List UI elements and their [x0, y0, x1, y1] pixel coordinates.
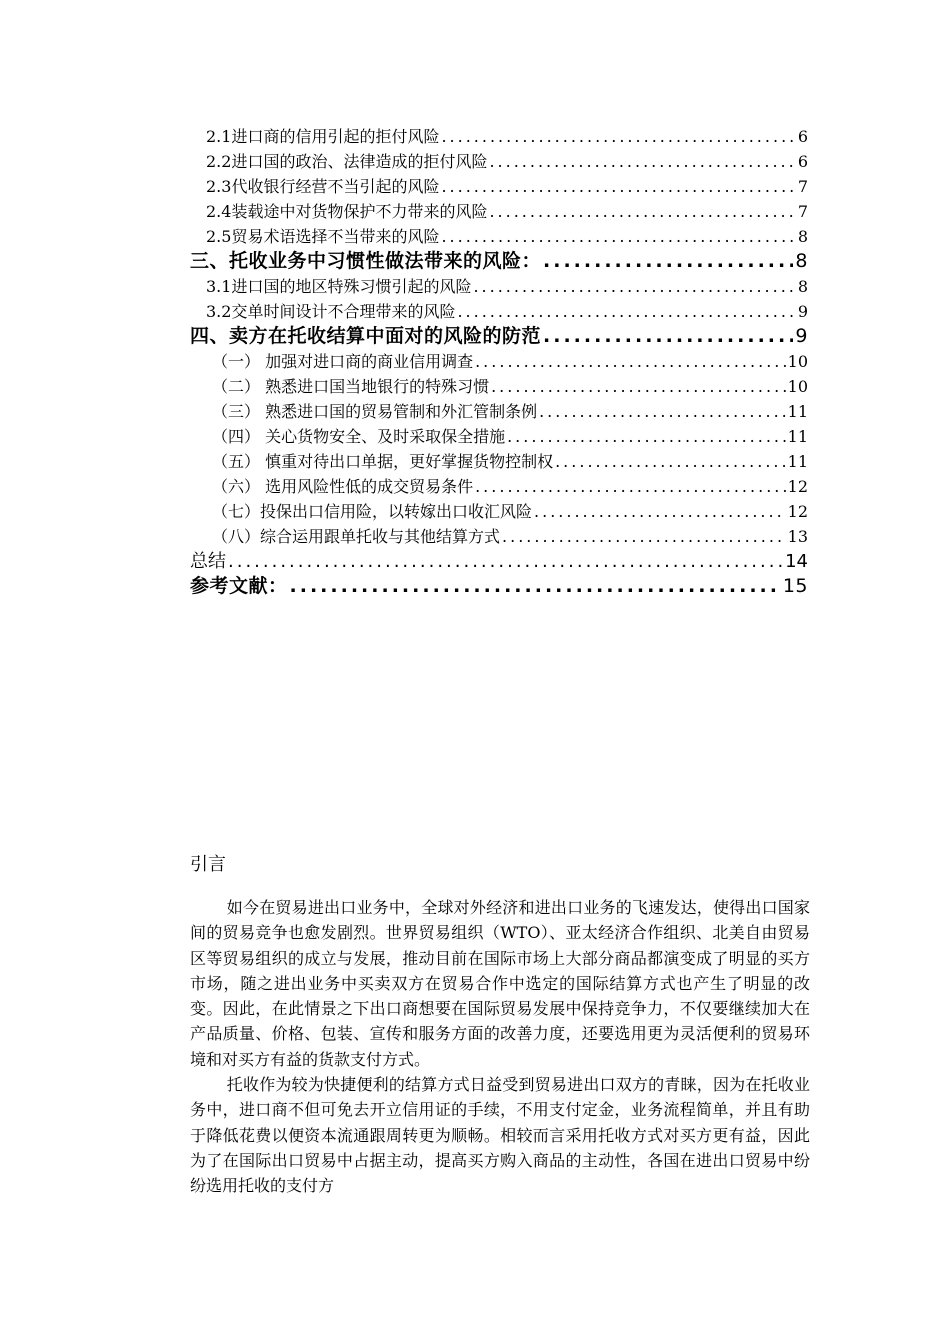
toc-entry-label: （五） 慎重对待出口单据，更好掌握货物控制权 — [212, 452, 554, 471]
toc-summary[interactable] — [190, 549, 808, 574]
toc-leader-dots — [543, 324, 793, 349]
toc-entry-label: 2.2进口国的政治、法律造成的拒付风险 — [206, 152, 488, 171]
toc-page-number: 7 — [797, 202, 808, 221]
toc-page-number: 10 — [787, 352, 808, 371]
intro-paragraph-2: 托收作为较为快捷便利的结算方式日益受到贸易进出口双方的青睐，因为在托收业务中，进口商不但可免去开立信用证的手续，不用支付定金，业务流程简单，并且有助于降低花费以便资本流通跟周转更为顺畅。相较而言采用托收方式对买方更有益，因此为了在国际出口贸易中占据主动，提高买方购入商品的主动性，各国在进出口贸易中纷纷选用托收的支付方 — [190, 1075, 810, 1196]
toc-entry-2-2[interactable] — [190, 149, 808, 174]
toc-entry-2-3[interactable] — [190, 174, 808, 199]
toc-leader-dots — [441, 124, 795, 149]
toc-page-number: 12 — [787, 477, 808, 496]
table-of-contents — [190, 124, 808, 599]
toc-entry-4-4[interactable] — [190, 424, 808, 449]
toc-page-number: 11 — [787, 402, 808, 421]
toc-leader-dots — [228, 549, 783, 574]
toc-leader-dots — [507, 424, 786, 449]
toc-references[interactable] — [190, 574, 808, 599]
toc-entry-4-5[interactable] — [190, 449, 808, 474]
toc-page-number: 6 — [797, 152, 808, 171]
toc-leader-dots — [555, 449, 786, 474]
toc-chapter-4[interactable] — [190, 324, 808, 349]
toc-page-number: 8 — [797, 227, 808, 246]
toc-leader-dots — [290, 574, 781, 599]
toc-entry-label: 总结 — [190, 551, 226, 572]
toc-page-number: 9 — [797, 302, 808, 321]
toc-entry-label: （四） 关心货物安全、及时采取保全措施 — [212, 427, 506, 446]
toc-page-number: 13 — [787, 527, 808, 546]
toc-page-number: 11 — [787, 452, 808, 471]
toc-entry-4-8[interactable] — [190, 524, 808, 549]
toc-page-number: 14 — [785, 551, 808, 572]
toc-entry-label: （一） 加强对进口商的商业信用调查 — [212, 352, 474, 371]
toc-leader-dots — [473, 274, 795, 299]
toc-entry-2-5[interactable] — [190, 224, 808, 249]
toc-leader-dots — [491, 374, 786, 399]
toc-leader-dots — [539, 399, 786, 424]
toc-leader-dots — [489, 149, 795, 174]
toc-page-number: 9 — [795, 325, 808, 347]
toc-leader-dots — [475, 474, 786, 499]
toc-leader-dots — [441, 224, 795, 249]
toc-leader-dots — [489, 199, 795, 224]
toc-page-number: 11 — [787, 427, 808, 446]
intro-paragraph-1: 如今在贸易进出口业务中，全球对外经济和进出口业务的飞速发达，使得出口国家间的贸易竞争也愈发剧烈。世界贸易组织（WTO）、亚太经济合作组织、北美自由贸易区等贸易组织的成立与发展，推动目前在国际市场上大部分商品都演变成了明显的买方市场，随之进出业务中买卖双方在贸易合作中选定的国际结算方式也产生了明显的改变。因此，在此情景之下出口商想要在国际贸易发展中保持竞争力，不仅要继续加大在产品质量、价格、包装、宣传和服务方面的改善力度，还要选用更为灵活便利的贸易环境和对买方有益的货款支付方式。 — [190, 898, 810, 1069]
toc-chapter-3[interactable] — [190, 249, 808, 274]
toc-leader-dots — [475, 349, 786, 374]
toc-page-number: 8 — [795, 250, 808, 272]
toc-entry-2-1[interactable] — [190, 124, 808, 149]
toc-page-number: 6 — [797, 127, 808, 146]
toc-leader-dots — [441, 174, 795, 199]
toc-entry-label: （七）投保出口信用险，以转嫁出口收汇风险 — [212, 502, 533, 521]
toc-entry-4-7[interactable] — [190, 499, 808, 524]
toc-entry-4-3[interactable] — [190, 399, 808, 424]
toc-entry-label: 3.1进口国的地区特殊习惯引起的风险 — [206, 277, 472, 296]
toc-entry-label: 2.4装载途中对货物保护不力带来的风险 — [206, 202, 488, 221]
toc-entry-label: 四、卖方在托收结算中面对的风险的防范 — [190, 325, 542, 347]
intro-heading: 引言 — [190, 854, 226, 875]
toc-entry-label: （八）综合运用跟单托收与其他结算方式 — [212, 527, 501, 546]
toc-entry-label: 2.1进口商的信用引起的拒付风险 — [206, 127, 440, 146]
toc-page-number: 15 — [782, 575, 808, 597]
toc-entry-label: （六） 选用风险性低的成交贸易条件 — [212, 477, 474, 496]
toc-leader-dots — [543, 249, 793, 274]
toc-page-number: 10 — [787, 377, 808, 396]
toc-entry-2-4[interactable] — [190, 199, 808, 224]
toc-entry-label: 2.5贸易术语选择不当带来的风险 — [206, 227, 440, 246]
toc-entry-label: （二） 熟悉进口国当地银行的特殊习惯 — [212, 377, 490, 396]
toc-entry-3-2[interactable] — [190, 299, 808, 324]
toc-leader-dots — [457, 299, 795, 324]
toc-page-number: 7 — [797, 177, 808, 196]
toc-entry-label: 2.3代收银行经营不当引起的风险 — [206, 177, 440, 196]
toc-entry-3-1[interactable] — [190, 274, 808, 299]
toc-entry-label: 参考文献： — [190, 575, 288, 597]
toc-leader-dots — [534, 499, 786, 524]
intro-body — [190, 895, 810, 1199]
toc-entry-label: 3.2交单时间设计不合理带来的风险 — [206, 302, 456, 321]
toc-entry-label: （三） 熟悉进口国的贸易管制和外汇管制条例 — [212, 402, 538, 421]
toc-page-number: 8 — [797, 277, 808, 296]
toc-entry-4-2[interactable] — [190, 374, 808, 399]
toc-page-number: 12 — [787, 502, 808, 521]
toc-entry-4-6[interactable] — [190, 474, 808, 499]
toc-leader-dots — [502, 524, 786, 549]
toc-entry-4-1[interactable] — [190, 349, 808, 374]
toc-entry-label: 三、托收业务中习惯性做法带来的风险： — [190, 250, 542, 272]
